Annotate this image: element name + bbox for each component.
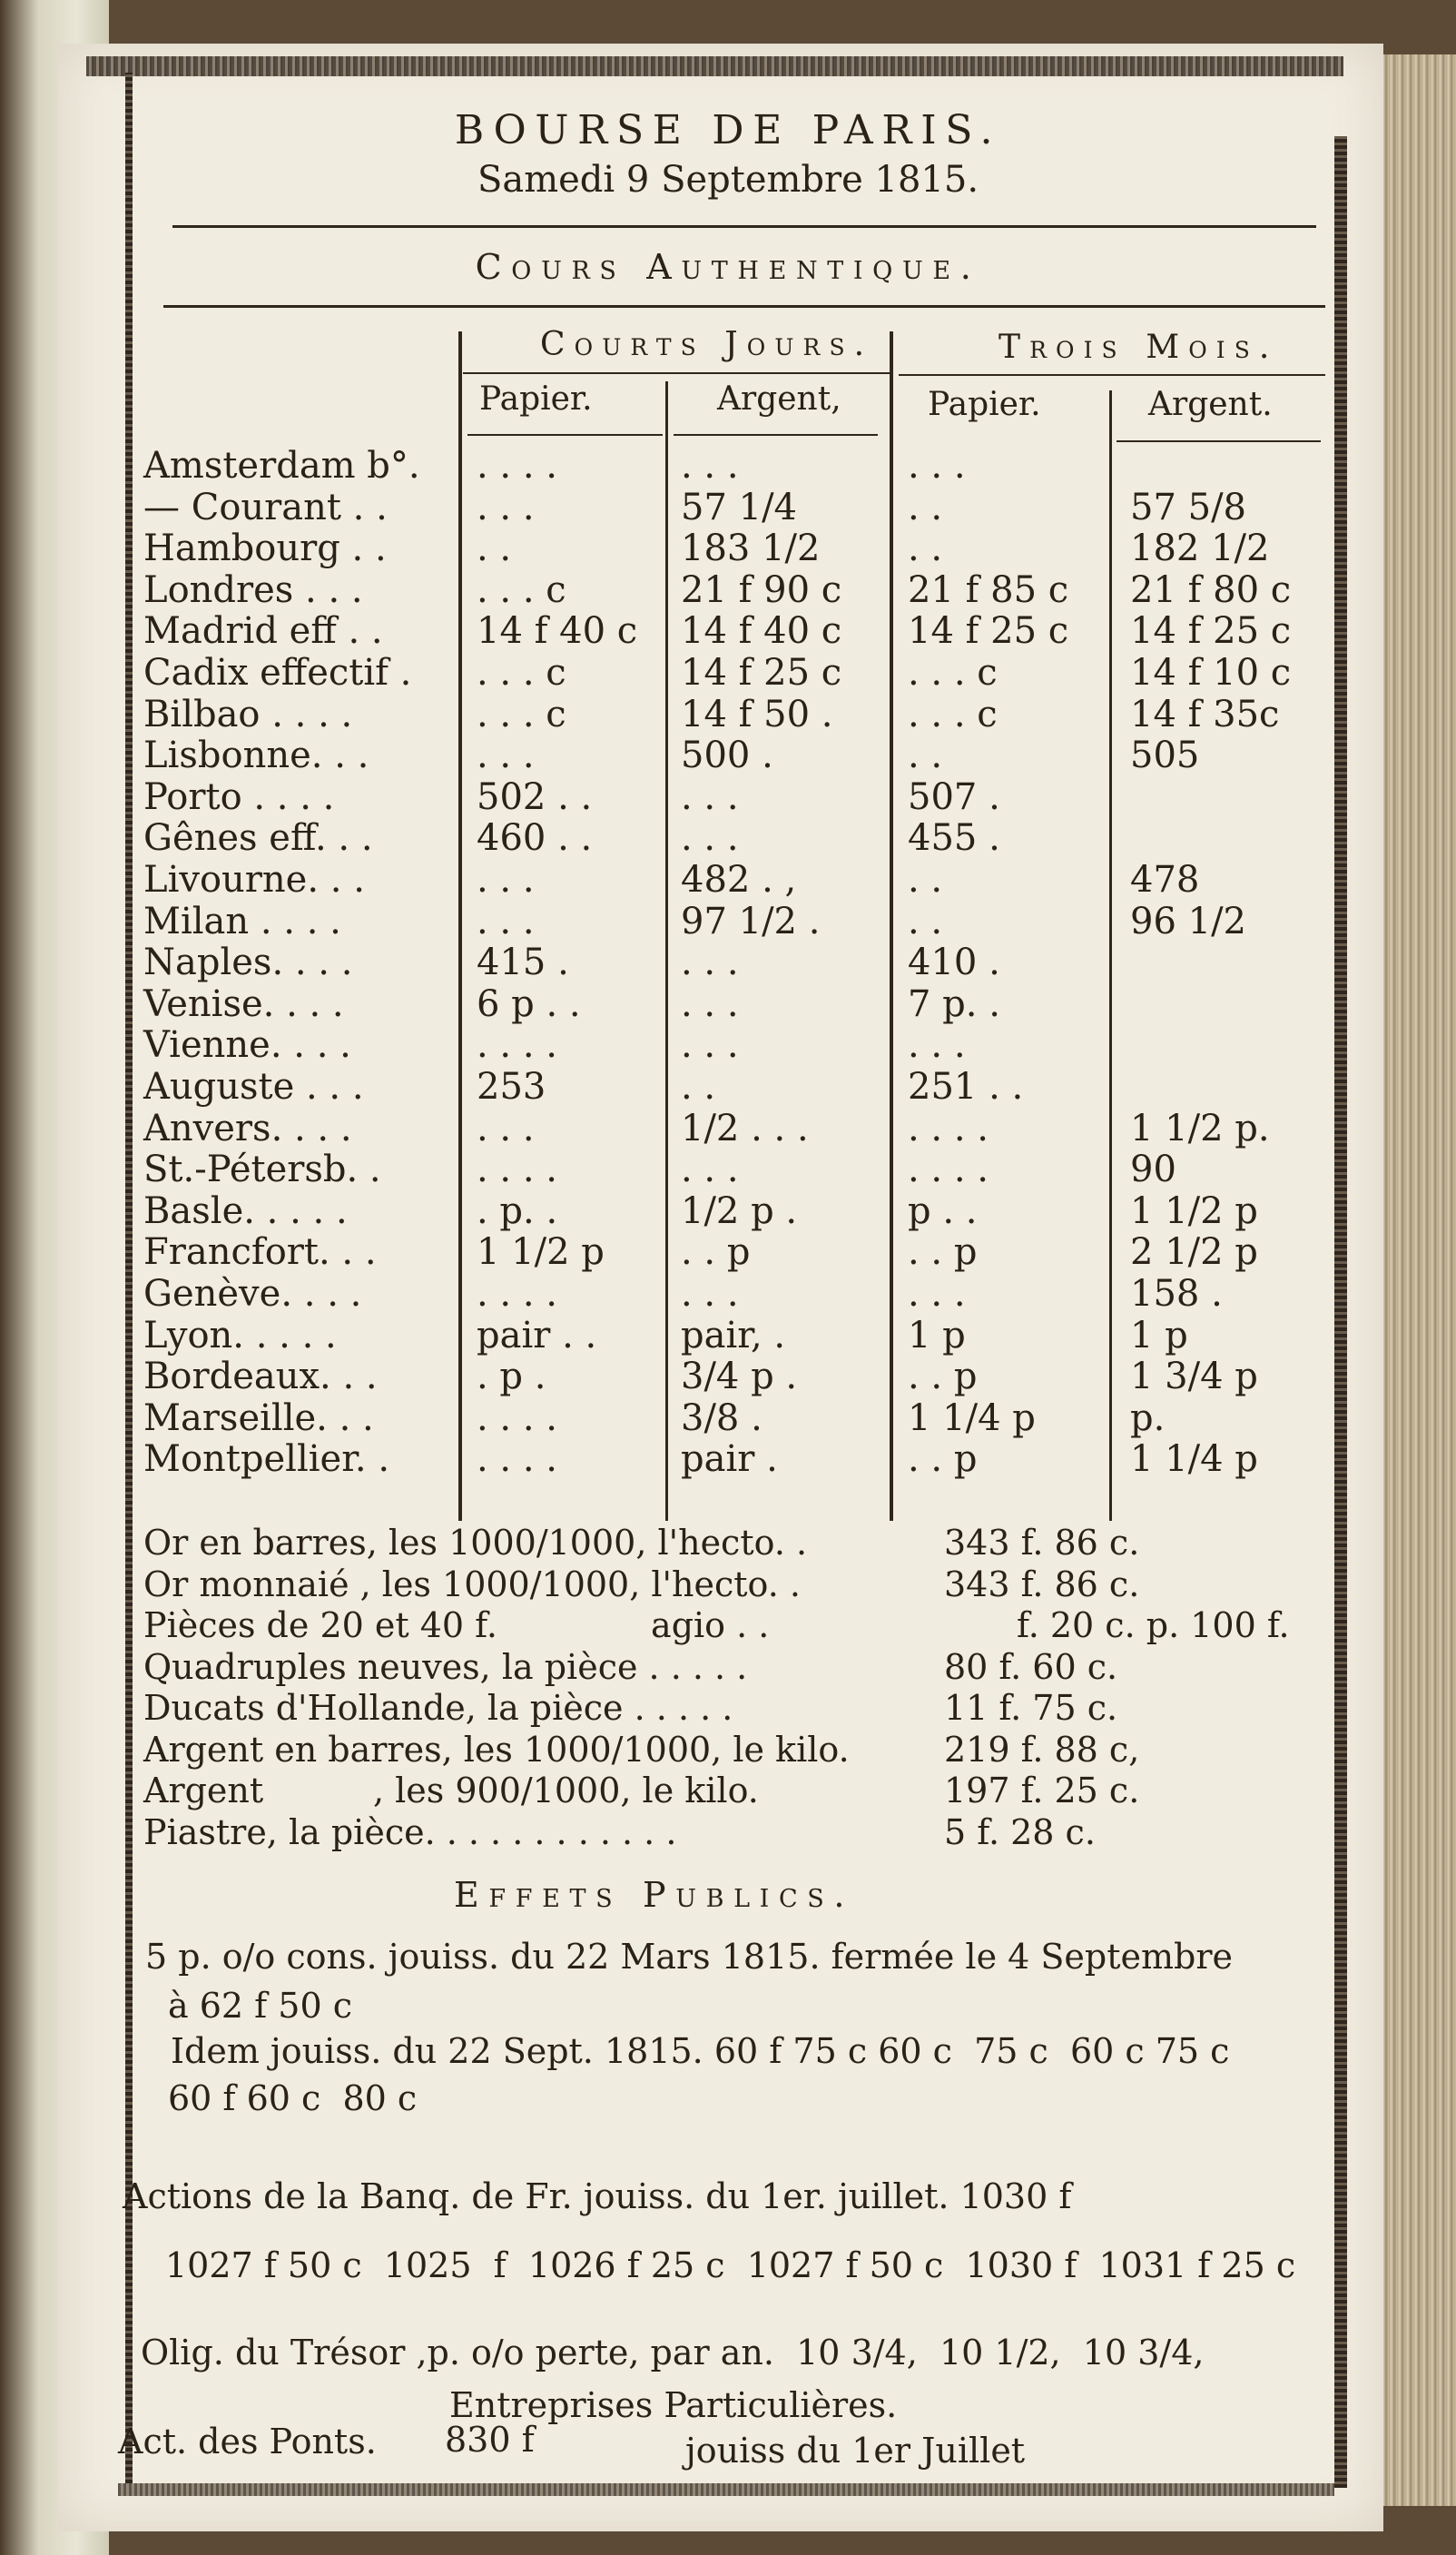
- divider: [163, 305, 1325, 308]
- rate-cell: 14 f 25 c: [681, 652, 842, 694]
- rate-cell: 3/4 p .: [681, 1356, 798, 1398]
- metal-label: Pièces de 20 et 40 f. agio . .: [143, 1605, 770, 1645]
- rate-cell: 502 . .: [477, 775, 593, 818]
- divider: [463, 372, 890, 374]
- row-label: Montpellier. .: [143, 1438, 390, 1481]
- rate-cell: . . .: [908, 1273, 966, 1315]
- row-label: Porto . . . .: [143, 775, 335, 818]
- metal-value: 197 f. 25 c.: [944, 1771, 1140, 1810]
- effets-line: Actions de la Banq. de Fr. jouiss. du 1er. juillet. 1030 f: [123, 2176, 1072, 2216]
- col-header-papier-short: Papier.: [479, 380, 593, 418]
- effets-line: Olig. du Trésor ,p. o/o perte, par an. 10 3/4, 10 1/2, 10 3/4,: [141, 2333, 1205, 2372]
- rate-cell: 14 f 25 c: [1130, 610, 1292, 653]
- rate-cell: . .: [681, 1066, 716, 1108]
- effets-line: Idem jouiss. du 22 Sept. 1815. 60 f 75 c 60 c 75 c 60 c 75 c: [171, 2031, 1230, 2071]
- row-label: Marseille. . .: [143, 1396, 374, 1439]
- metal-label: Or monnaié , les 1000/1000, l'hecto. .: [143, 1564, 801, 1604]
- rate-cell: p . .: [908, 1189, 978, 1232]
- rate-cell: . . .: [477, 900, 535, 942]
- row-label: Francfort. . .: [143, 1231, 377, 1274]
- rate-cell: 3/8 .: [681, 1396, 762, 1439]
- effets-value: 830 f: [445, 2420, 535, 2460]
- rate-cell: . . .: [681, 982, 739, 1025]
- effets-line: 60 f 60 c 80 c: [168, 2078, 418, 2118]
- rate-cell: . . p: [681, 1231, 751, 1274]
- metal-value: 343 f. 86 c.: [944, 1564, 1140, 1604]
- rate-cell: . . .: [681, 1024, 739, 1067]
- row-label: Basle. . . . .: [143, 1189, 348, 1232]
- section-heading: Cours Authentique.: [475, 247, 981, 287]
- rate-cell: 14 f 40 c: [681, 610, 842, 653]
- row-label: Amsterdam b°.: [143, 445, 420, 487]
- rate-cell: . .: [908, 859, 943, 901]
- rate-cell: . . .: [681, 942, 739, 984]
- rate-cell: 415 .: [477, 942, 569, 984]
- rate-cell: 96 1/2: [1130, 900, 1246, 942]
- effets-line: 1027 f 50 c 1025 f 1026 f 25 c 1027 f 50 c 1030 f 1031 f 25 c: [165, 2245, 1296, 2285]
- effets-line: à 62 f 50 c: [168, 1986, 353, 2026]
- rate-cell: . . . c: [477, 693, 566, 735]
- rate-cell: 57 1/4: [681, 486, 797, 528]
- rate-cell: . . . .: [477, 1273, 558, 1315]
- rate-cell: . . . .: [908, 1149, 989, 1191]
- rate-cell: . . .: [681, 1149, 739, 1191]
- col-header-argent-short: Argent,: [717, 380, 841, 418]
- metal-label: Piastre, la pièce. . . . . . . . . . . .: [143, 1811, 677, 1852]
- rate-cell: . . . .: [477, 1438, 558, 1481]
- rate-cell: pair . .: [477, 1314, 597, 1356]
- metal-value: 343 f. 86 c.: [944, 1523, 1140, 1563]
- rate-cell: . .: [908, 486, 943, 528]
- rate-cell: . . .: [477, 486, 535, 528]
- metal-label: Argent en barres, les 1000/1000, le kilo.: [143, 1729, 850, 1770]
- metal-label: Or en barres, les 1000/1000, l'hecto. .: [143, 1523, 808, 1563]
- rate-cell: p.: [1130, 1396, 1166, 1439]
- row-label: Cadix effectif .: [143, 652, 412, 694]
- rate-cell: . . . .: [477, 1149, 558, 1191]
- frame-border-top: [86, 56, 1343, 76]
- rate-cell: . . .: [908, 1024, 966, 1067]
- rate-cell: . . p: [908, 1438, 978, 1481]
- row-label: Hambourg . .: [143, 528, 387, 570]
- rate-cell: 1 1/2 p.: [1130, 1107, 1270, 1149]
- row-label: Londres . . .: [143, 568, 363, 611]
- metal-value: f. 20 c. p. 100 f.: [1017, 1605, 1290, 1645]
- row-label: — Courant . .: [143, 486, 388, 528]
- frame-border-left: [125, 73, 133, 2483]
- rate-cell: 14 f 10 c: [1130, 652, 1292, 694]
- divider: [899, 374, 1325, 376]
- rate-cell: 183 1/2: [681, 528, 821, 570]
- rate-cell: 182 1/2: [1130, 528, 1270, 570]
- rate-cell: 1/2 p .: [681, 1189, 798, 1232]
- rate-cell: . . .: [477, 859, 535, 901]
- row-label: Bilbao . . . .: [143, 693, 353, 735]
- rate-cell: . p. .: [477, 1189, 558, 1232]
- metal-label: Argent , les 900/1000, le kilo.: [143, 1771, 759, 1810]
- rate-cell: 2 1/2 p: [1130, 1231, 1258, 1274]
- rate-cell: . . . .: [477, 445, 558, 487]
- divider: [467, 434, 663, 436]
- rate-cell: 251 . .: [908, 1066, 1024, 1108]
- rate-cell: 455 .: [908, 817, 1000, 860]
- row-label: St.-Pétersb. .: [143, 1149, 381, 1191]
- rate-cell: 158 .: [1130, 1273, 1223, 1315]
- rate-cell: 57 5/8: [1130, 486, 1246, 528]
- rate-cell: 482 . ,: [681, 859, 797, 901]
- column-rule: [458, 331, 462, 1521]
- effets-label: Act. des Ponts.: [118, 2422, 377, 2461]
- metal-value: 80 f. 60 c.: [944, 1646, 1118, 1687]
- page-title: BOURSE DE PARIS.: [454, 107, 1002, 153]
- rate-cell: 21 f 85 c: [908, 568, 1069, 611]
- frame-border-right: [1334, 136, 1347, 2488]
- rate-cell: . .: [477, 528, 512, 570]
- rate-cell: . . .: [681, 445, 739, 487]
- divider: [674, 434, 878, 436]
- divider: [172, 225, 1316, 228]
- rate-cell: 507 .: [908, 775, 1000, 818]
- rate-cell: . . . c: [908, 693, 998, 735]
- rate-cell: . p .: [477, 1356, 546, 1398]
- rate-cell: . . .: [681, 1273, 739, 1315]
- entreprises-heading: Entreprises Particulières.: [449, 2385, 898, 2425]
- rate-cell: . . .: [477, 735, 535, 777]
- rate-cell: 21 f 80 c: [1130, 568, 1292, 611]
- col-header-argent-long: Argent.: [1148, 386, 1273, 423]
- row-label: Livourne. . .: [143, 859, 365, 901]
- group-header-short: Courts Jours.: [540, 326, 874, 363]
- rate-cell: 1 1/2 p: [477, 1231, 605, 1274]
- column-rule: [1109, 390, 1112, 1521]
- rate-cell: 1 1/2 p: [1130, 1189, 1258, 1232]
- rate-cell: . . p: [908, 1356, 978, 1398]
- rate-cell: 14 f 40 c: [477, 610, 638, 653]
- rate-cell: 460 . .: [477, 817, 593, 860]
- effets-line: 5 p. o/o cons. jouiss. du 22 Mars 1815. fermée le 4 Septembre: [145, 1937, 1234, 1977]
- column-rule: [890, 331, 893, 1521]
- row-label: Madrid eff . .: [143, 610, 383, 653]
- rate-cell: . . .: [681, 775, 739, 818]
- frame-border-bottom: [118, 2483, 1334, 2496]
- rate-cell: . .: [908, 900, 943, 942]
- metal-value: 219 f. 88 c,: [944, 1729, 1140, 1770]
- row-label: Genève. . . .: [143, 1273, 362, 1315]
- rate-cell: 6 p . .: [477, 982, 581, 1025]
- rate-cell: . .: [908, 735, 943, 777]
- rate-cell: 410 .: [908, 942, 1000, 984]
- rate-cell: 500 .: [681, 735, 773, 777]
- rate-cell: 97 1/2 .: [681, 900, 821, 942]
- rate-cell: . . . c: [477, 568, 566, 611]
- rate-cell: . . .: [681, 817, 739, 860]
- row-label: Milan . . . .: [143, 900, 341, 942]
- row-label: Naples. . . .: [143, 942, 353, 984]
- metal-label: Ducats d'Hollande, la pièce . . . . .: [143, 1688, 733, 1728]
- rate-cell: . . . .: [908, 1107, 989, 1149]
- row-label: Lyon. . . . .: [143, 1314, 337, 1356]
- group-header-long: Trois Mois.: [999, 329, 1279, 366]
- row-label: Venise. . . .: [143, 982, 344, 1025]
- page-date: Samedi 9 Septembre 1815.: [477, 159, 979, 201]
- rate-cell: . . p: [908, 1231, 978, 1274]
- rate-cell: . . . c: [908, 652, 998, 694]
- effets-note: jouiss du 1er Juillet: [685, 2431, 1026, 2471]
- metal-value: 11 f. 75 c.: [944, 1688, 1118, 1728]
- rate-cell: . . . .: [477, 1024, 558, 1067]
- row-label: Vienne. . . .: [143, 1024, 351, 1067]
- rate-cell: . . . c: [477, 652, 566, 694]
- rate-cell: . . . .: [477, 1396, 558, 1439]
- column-rule: [665, 381, 668, 1521]
- metal-value: 5 f. 28 c.: [944, 1811, 1096, 1852]
- rate-cell: 505: [1130, 735, 1200, 777]
- rate-cell: 1 p: [908, 1314, 966, 1356]
- rate-cell: 21 f 90 c: [681, 568, 842, 611]
- rate-cell: 478: [1130, 859, 1200, 901]
- rate-cell: 14 f 25 c: [908, 610, 1069, 653]
- rate-cell: 1 p: [1130, 1314, 1188, 1356]
- rate-cell: pair .: [681, 1438, 778, 1481]
- rate-cell: 14 f 35c: [1130, 693, 1280, 735]
- rate-cell: . . .: [477, 1107, 535, 1149]
- row-label: Auguste . . .: [143, 1066, 364, 1108]
- rate-cell: 1 1/4 p: [908, 1396, 1036, 1439]
- rate-cell: 1 1/4 p: [1130, 1438, 1258, 1481]
- rate-cell: 90: [1130, 1149, 1176, 1191]
- rate-cell: 253: [477, 1066, 546, 1108]
- rate-cell: 14 f 50 .: [681, 693, 833, 735]
- row-label: Bordeaux. . .: [143, 1356, 378, 1398]
- divider: [1117, 440, 1321, 442]
- col-header-papier-long: Papier.: [928, 386, 1041, 423]
- rate-cell: 1/2 . . .: [681, 1107, 809, 1149]
- row-label: Lisbonne. . .: [143, 735, 369, 777]
- rate-cell: . . .: [908, 445, 966, 487]
- rate-cell: . .: [908, 528, 943, 570]
- row-label: Anvers. . . .: [143, 1107, 352, 1149]
- rate-cell: 7 p. .: [908, 982, 1000, 1025]
- row-label: Gênes eff. . .: [143, 817, 373, 860]
- metal-label: Quadruples neuves, la pièce . . . . .: [143, 1646, 748, 1687]
- rate-cell: pair, .: [681, 1314, 786, 1356]
- rate-cell: 1 3/4 p: [1130, 1356, 1258, 1398]
- effets-heading: Effets Publics.: [454, 1875, 855, 1915]
